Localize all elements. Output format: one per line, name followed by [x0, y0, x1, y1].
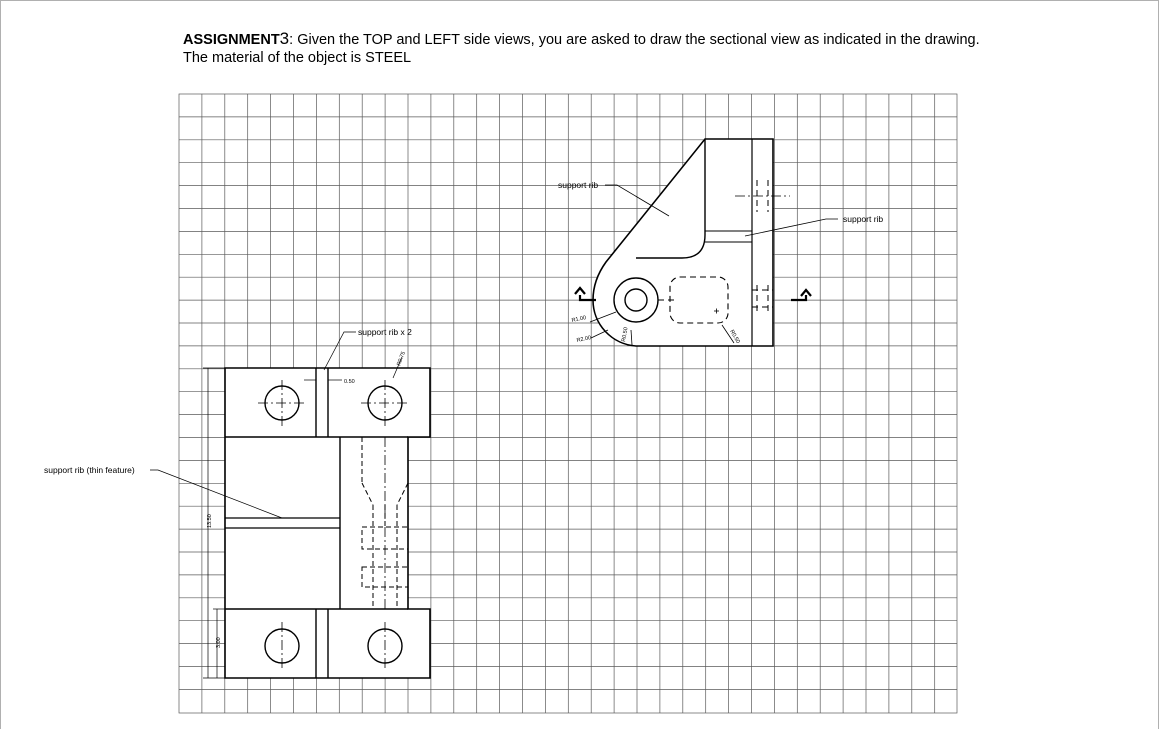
rib-thin-callout: support rib (thin feature): [44, 465, 135, 475]
assignment-label: ASSIGNMENT: [183, 32, 280, 48]
dim-hole-radius: R0.75: [396, 350, 407, 367]
section-arrow-right: [791, 290, 811, 300]
dim-r-slot-right: R0.50: [728, 329, 741, 345]
rib-right-callout: support rib: [843, 214, 884, 224]
top-view: [575, 139, 838, 346]
dim-r-slot-left: R0.50: [621, 326, 630, 343]
dim-rib-width: 0.50: [344, 379, 355, 385]
instruction-text: : Given the TOP and LEFT side views, you are asked to draw the sectional view as indicated in the drawing. The material of the object is STEEL: [183, 32, 980, 66]
rib-diagonal-callout: support rib: [558, 180, 599, 190]
rib-pair-leader: [324, 332, 356, 370]
dim-r-inner: R1.00: [571, 315, 587, 324]
left-view: [150, 332, 430, 678]
dim-overall-height: 13.50: [207, 514, 213, 528]
assignment-number: 3: [279, 29, 290, 48]
dim-r-outer: R2.00: [576, 335, 592, 344]
rib-pair-callout: support rib x 2: [358, 327, 412, 337]
dim-base-height: 3.00: [216, 637, 222, 648]
